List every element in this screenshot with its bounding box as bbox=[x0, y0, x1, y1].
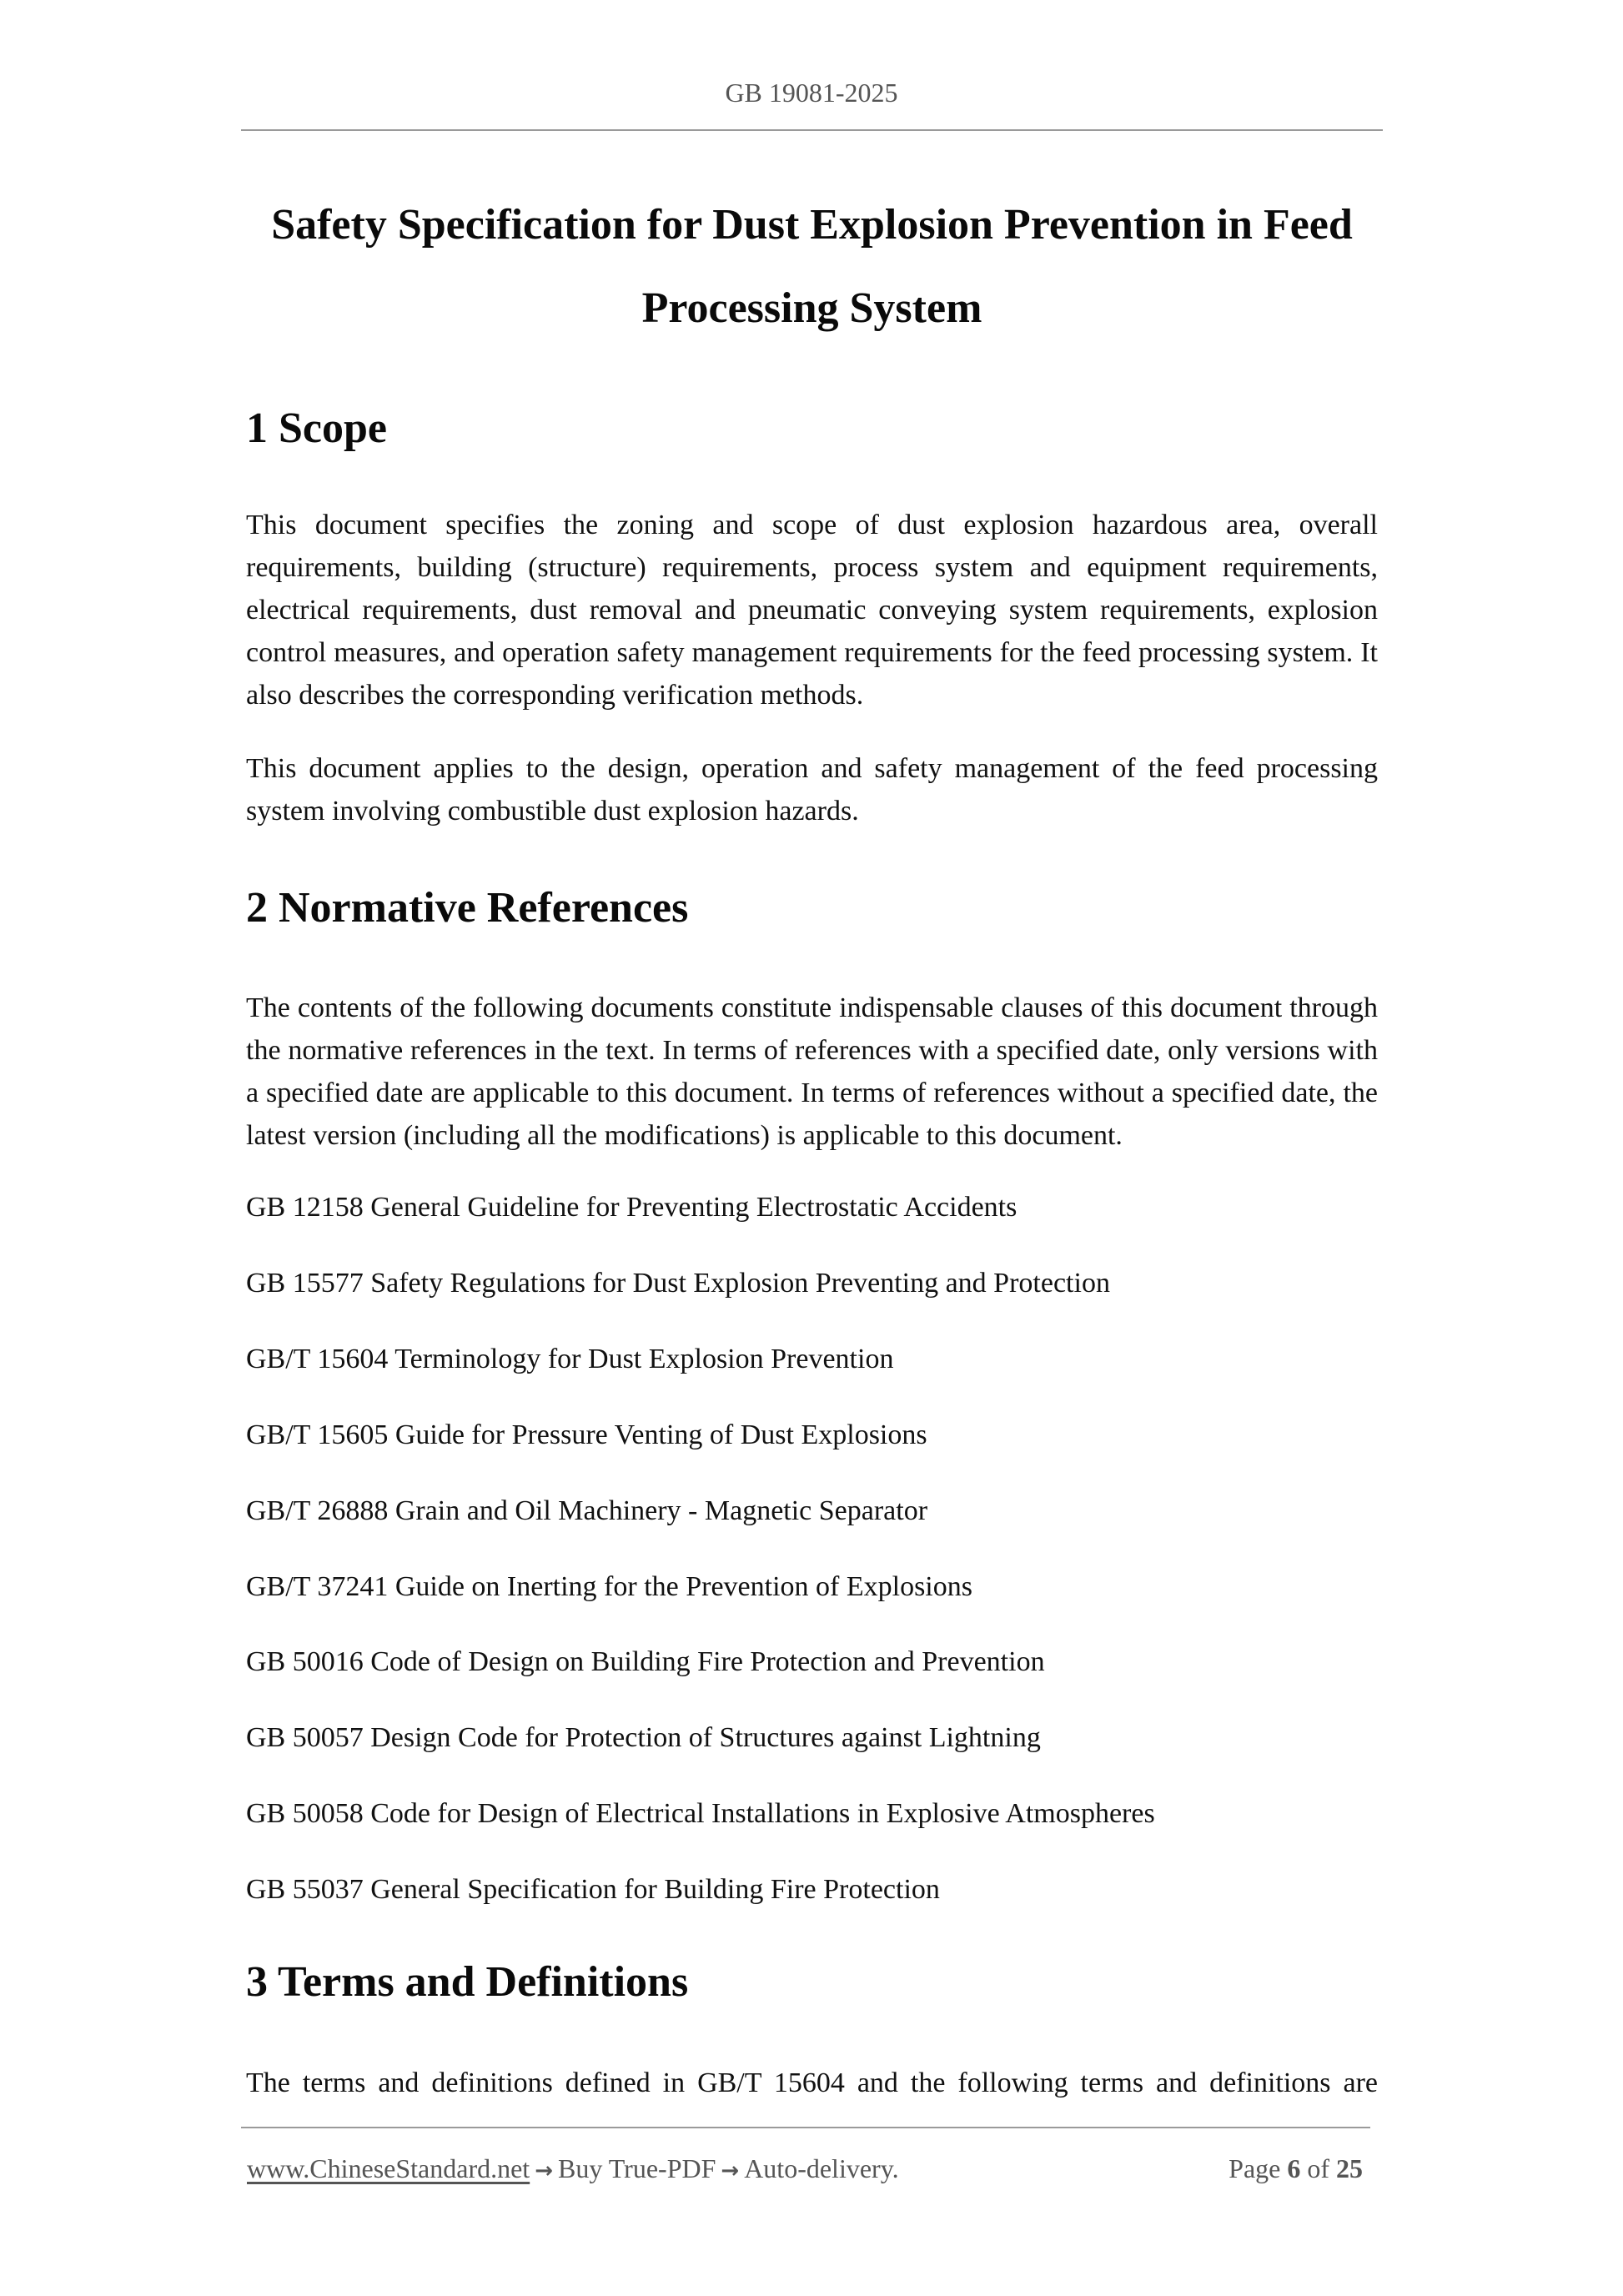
reference-item: GB/T 37241 Guide on Inerting for the Prevention of Explosions bbox=[246, 1571, 972, 1602]
reference-item: GB/T 15605 Guide for Pressure Venting of Dust Explosions bbox=[246, 1419, 927, 1450]
page-number bbox=[1225, 2152, 1366, 2188]
scope-paragraph-1: This document specifies the zoning and scope of dust explosion hazardous area, overall requirements, building (structure) requirements, process system and equipment requirements, electrical requirements, dust removal and pneumatic conveying system requirements, explosion control measures, and operation safety management requirements for the feed processing system. It also describes the corresponding verification methods. bbox=[246, 510, 1378, 711]
reference-item: GB 50057 Design Code for Protection of Structures against Lightning bbox=[246, 1722, 1041, 1753]
document-title-line-1: Safety Specification for Dust Explosion Prevention in Feed bbox=[271, 201, 1353, 249]
reference-item: GB 12158 General Guideline for Preventing Electrostatic Accidents bbox=[246, 1192, 1018, 1223]
footer-divider bbox=[241, 2127, 1370, 2128]
page-total: 25 bbox=[1336, 2153, 1363, 2183]
section-heading-normative-references: 2 Normative References bbox=[246, 884, 689, 932]
footer-buy-text: Buy True-PDF bbox=[557, 2153, 716, 2183]
scope-paragraph-2: This document applies to the design, operation and safety management of the feed processing system involving combustible dust explosion hazards. bbox=[246, 753, 1378, 826]
page-header-standard-code: GB 19081-2025 bbox=[725, 78, 898, 108]
chinesestandard-link[interactable]: www.ChineseStandard.net bbox=[247, 2153, 530, 2183]
page-current: 6 bbox=[1287, 2153, 1301, 2183]
reference-item: GB 15577 Safety Regulations for Dust Explosion Preventing and Protection bbox=[246, 1268, 1110, 1299]
terms-intro-paragraph: The terms and definitions defined in GB/T 15604 and the following terms and definitions are bbox=[246, 2067, 1378, 2098]
page-label: Page bbox=[1229, 2153, 1281, 2183]
section-heading-terms-and-definitions: 3 Terms and Definitions bbox=[246, 1958, 689, 2006]
reference-item: GB 50058 Code for Design of Electrical Installations in Explosive Atmospheres bbox=[246, 1798, 1155, 1829]
reference-item: GB/T 26888 Grain and Oil Machinery - Magnetic Separator bbox=[246, 1495, 928, 1526]
document-title bbox=[241, 183, 1383, 350]
reference-item: GB 55037 General Specification for Building Fire Protection bbox=[246, 1874, 940, 1905]
reference-item: GB 50016 Code of Design on Building Fire Protection and Prevention bbox=[246, 1646, 1045, 1677]
arrow-right-icon: → bbox=[535, 2158, 553, 2183]
footer-promo bbox=[247, 2152, 899, 2188]
section-heading-scope: 1 Scope bbox=[246, 404, 387, 452]
normative-references-intro: The contents of the following documents constitute indispensable clauses of this document through the normative references in the text. In terms of references with a specified date, only versions with a specified date are applicable to this document. In terms of references without a specified date, the latest version (including all the modifications) is applicable to this document. bbox=[246, 992, 1378, 1151]
reference-item: GB/T 15604 Terminology for Dust Explosion Prevention bbox=[246, 1344, 894, 1374]
header-divider bbox=[241, 129, 1383, 131]
page-of-label: of bbox=[1307, 2153, 1329, 2183]
document-title-line-2: Processing System bbox=[641, 284, 982, 332]
page-footer bbox=[247, 2152, 1366, 2188]
footer-delivery-text: Auto-delivery. bbox=[744, 2153, 899, 2183]
arrow-right-icon: → bbox=[721, 2158, 740, 2183]
